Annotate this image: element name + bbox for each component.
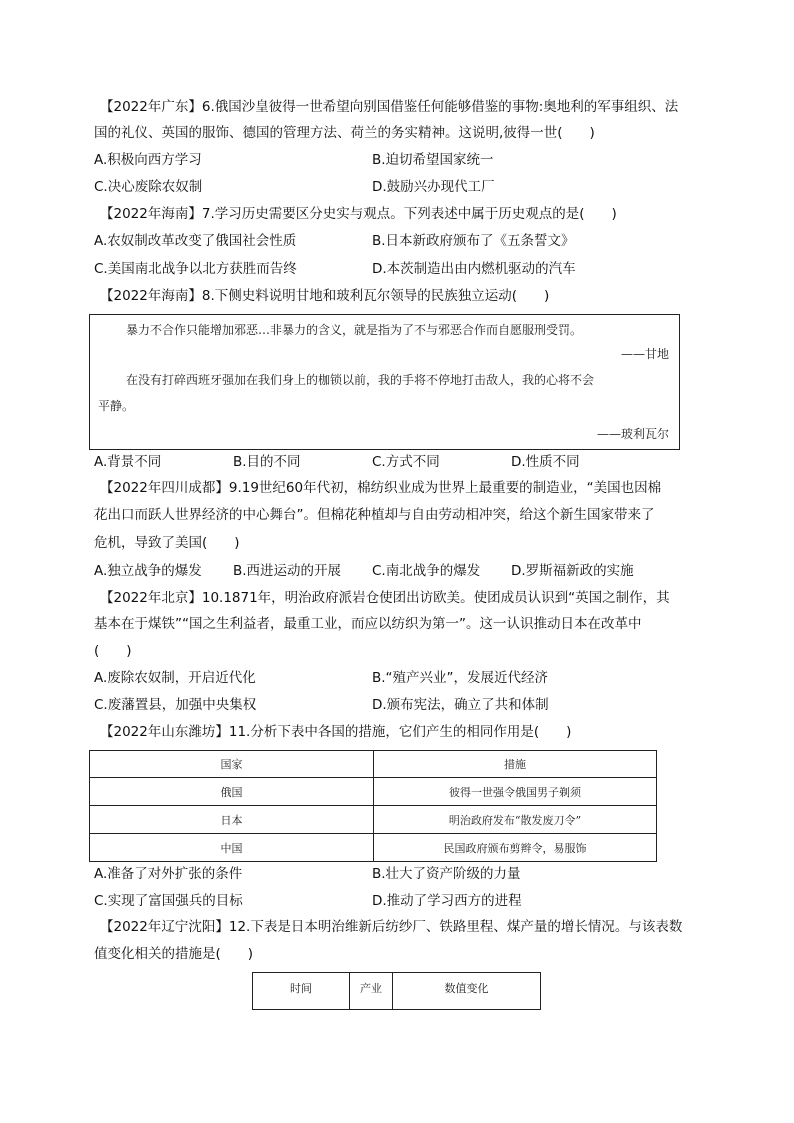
q7-option-a: A.农奴制改革改变了俄国社会性质 xyxy=(94,233,297,249)
q8-option-c: C.方式不同 xyxy=(372,454,440,470)
q8-stem-line1: 【2022年海南】8.下侧史料说明甘地和玻利瓦尔领导的民族独立运动( ) xyxy=(100,288,550,304)
q11-cell-measure: 民国政府颁布剪辫令，易服饰 xyxy=(374,834,657,862)
q9-option-a: A.独立战争的爆发 xyxy=(94,563,202,579)
q9-option-c: C.南北战争的爆发 xyxy=(372,563,481,579)
table-row xyxy=(90,834,657,862)
table-row xyxy=(90,778,657,806)
q10-option-a: A.废除农奴制，开启近代化 xyxy=(94,670,256,686)
q6-stem-line2: 国的礼仪、英国的服饰、德国的管理方法、荷兰的务实精神。这说明,彼得一世( ) xyxy=(94,125,595,141)
q6-stem-line1: 【2022年广东】6.俄国沙皇彼得一世希望向别国借鉴任何能够借鉴的事物:奥地利的军事组织、法 xyxy=(100,99,679,115)
q10-stem-line3: ( ) xyxy=(94,643,132,659)
q11-cell-country: 中国 xyxy=(90,834,374,862)
q10-stem-line2: 基本在于煤铁”“国之生利益者，最重工业，而应以纺织为第一”。这一认识推动日本在改革中 xyxy=(94,616,642,632)
q11-option-b: B.壮大了资产阶级的力量 xyxy=(372,866,521,882)
q11-option-c: C.实现了富国强兵的目标 xyxy=(94,893,243,909)
q9-stem-line3: 危机，导致了美国( ) xyxy=(94,535,240,551)
q10-option-d: D.颁布宪法，确立了共和体制 xyxy=(372,697,549,713)
q6-option-c: C.决心废除农奴制 xyxy=(94,179,203,195)
q12-header-time: 时间 xyxy=(253,973,350,1010)
q12-stem-line2: 值变化相关的措施是( ) xyxy=(94,946,254,962)
q7-option-b: B.日本新政府颁布了《五条誓文》 xyxy=(372,233,575,249)
q10-option-b: B.“殖产兴业”，发展近代经济 xyxy=(372,670,549,686)
q8-author-bolivar: ——玻利瓦尔 xyxy=(596,427,669,441)
table-row xyxy=(90,806,657,834)
q6-option-d: D.鼓励兴办现代工厂 xyxy=(372,179,495,195)
q10-option-c: C.废藩置县，加强中央集权 xyxy=(94,697,257,713)
q12-header-industry: 产业 xyxy=(350,973,393,1010)
q7-stem-line1: 【2022年海南】7.学习历史需要区分史实与观点。下列表述中属于历史观点的是( ) xyxy=(100,206,617,222)
q11-measures-table xyxy=(89,750,657,862)
q8-quote-bolivar-line2: 平静。 xyxy=(98,399,135,413)
q7-option-d: D.本茨制造出由内燃机驱动的汽车 xyxy=(372,261,576,277)
q7-option-c: C.美国南北战争以北方获胜而告终 xyxy=(94,261,297,277)
q9-option-b: B.西进运动的开展 xyxy=(233,563,342,579)
q11-cell-country: 日本 xyxy=(90,806,374,834)
q10-stem-line1: 【2022年北京】10.1871年，明治政府派岩仓使团出访欧美。使团成员认识到“英国之制作，其 xyxy=(100,590,670,606)
q11-cell-measure: 彼得一世强令俄国男子剃须 xyxy=(374,778,657,806)
q11-header-country: 国家 xyxy=(90,751,374,778)
q12-growth-table xyxy=(252,972,541,1010)
q11-option-d: D.推动了学习西方的进程 xyxy=(372,893,522,909)
q11-header-measure: 措施 xyxy=(374,751,657,778)
q6-option-a: A.积极向西方学习 xyxy=(94,152,202,168)
q8-option-d: D.性质不同 xyxy=(511,454,580,470)
q8-option-a: A.背景不同 xyxy=(94,454,162,470)
q8-option-b: B.目的不同 xyxy=(233,454,301,470)
q11-stem-line1: 【2022年山东潍坊】11.分析下表中各国的措施，它们产生的相同作用是( ) xyxy=(100,724,572,740)
q6-option-b: B.迫切希望国家统一 xyxy=(372,152,494,168)
q11-cell-country: 俄国 xyxy=(90,778,374,806)
table-header-row xyxy=(253,973,541,1010)
q11-option-a: A.准备了对外扩张的条件 xyxy=(94,866,243,882)
q12-stem-line1: 【2022年辽宁沈阳】12.下表是日本明治维新后纺纱厂、铁路里程、煤产量的增长情况。与该表数 xyxy=(100,919,683,935)
q8-quote-gandhi: 暴力不合作只能增加邪恶…非暴力的含义，就是指为了不与邪恶合作而自愿服刑受罚。 xyxy=(126,323,583,337)
table-header-row xyxy=(90,751,657,778)
q9-stem-line2: 花出口而跃人世界经济的中心舞台”。但棉花种植却与自由劳动相冲突，给这个新生国家带来了 xyxy=(94,507,655,523)
q12-header-value-change: 数值变化 xyxy=(393,973,541,1010)
q8-source-box xyxy=(89,314,680,450)
q9-option-d: D.罗斯福新政的实施 xyxy=(511,563,634,579)
q8-author-gandhi: ——甘地 xyxy=(620,347,669,361)
q9-stem-line1: 【2022年四川成都】9.19世纪60年代初，棉纺织业成为世界上最重要的制造业，“美国也因棉 xyxy=(100,480,662,496)
q11-cell-measure: 明治政府发布“散发废刀令” xyxy=(374,806,657,834)
q8-quote-bolivar-line1: 在没有打碎西班牙强加在我们身上的枷锁以前，我的手将不停地打击敌人，我的心将不会 xyxy=(126,373,595,387)
